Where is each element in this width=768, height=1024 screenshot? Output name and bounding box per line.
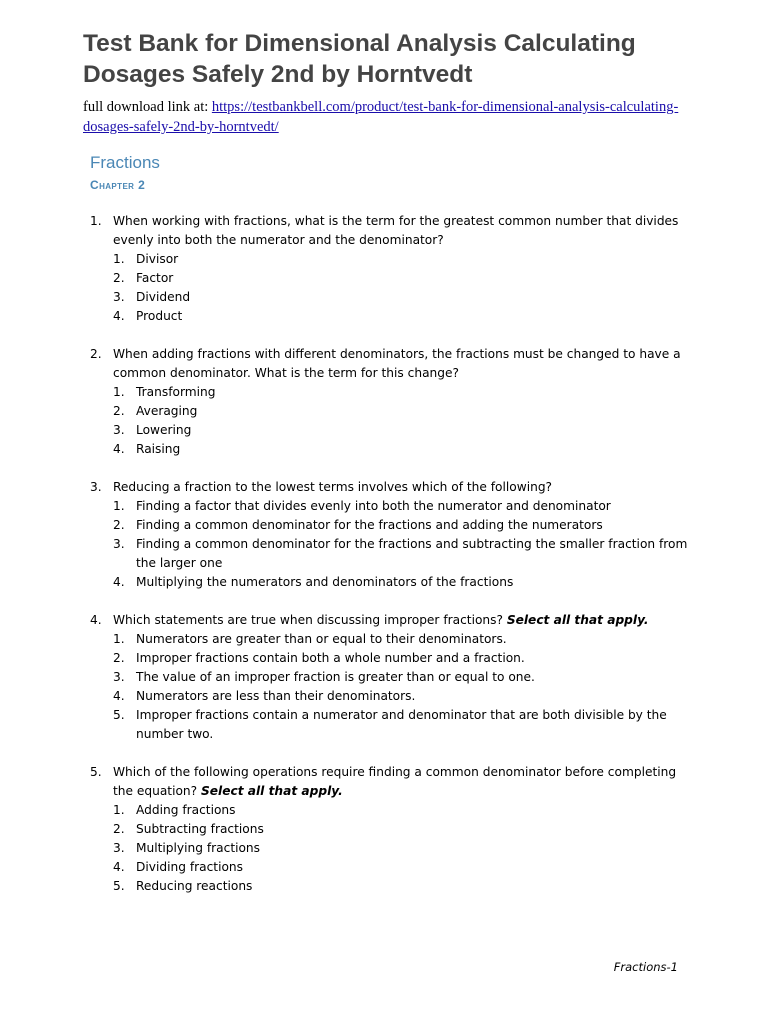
question	[90, 478, 690, 592]
answer-option: 4. Multiplying the numerators and denominators of the fractions	[113, 575, 514, 589]
question	[90, 212, 690, 326]
answer-option: 2. Subtracting fractions	[113, 822, 264, 836]
question-list	[90, 212, 690, 915]
answer-option: 4. Numerators are less than their denominators.	[113, 689, 416, 703]
question-text: Reducing a fraction to the lowest terms involves which of the following?	[113, 480, 553, 494]
chapter-label: Chapter 2	[90, 178, 146, 192]
document-title: Test Bank for Dimensional Analysis Calculating Dosages Safely 2nd by Horntvedt	[83, 30, 636, 88]
answer-option: 1. Adding fractions	[113, 803, 236, 817]
page-footer: Fractions-1	[613, 960, 678, 974]
answer-option: 2. Averaging	[113, 404, 198, 418]
answer-option: 4. Product	[113, 309, 183, 323]
answer-options	[113, 383, 690, 459]
answer-option: 3. Lowering	[113, 423, 192, 437]
answer-options	[113, 630, 690, 744]
question	[90, 763, 690, 896]
answer-option: 1. Finding a factor that divides evenly into both the numerator and denominator	[113, 499, 611, 513]
question-number: 2.	[90, 347, 102, 361]
question-text: When adding fractions with different denominators, the fractions must be changed to have a common denominator. What is the term for this change?	[113, 347, 681, 380]
answer-option: 2. Improper fractions contain both a whole number and a fraction.	[113, 651, 525, 665]
answer-option: 3. Dividend	[113, 290, 191, 304]
answer-option: 1. Numerators are greater than or equal to their denominators.	[113, 632, 507, 646]
question-emphasis: Select all that apply.	[201, 784, 343, 798]
answer-option: 4. Raising	[113, 442, 181, 456]
question-text: When working with fractions, what is the term for the greatest common number that divides evenly into both the numerator and the denominator?	[113, 214, 679, 247]
download-prefix: full download link at:	[83, 99, 212, 115]
answer-option: 1. Transforming	[113, 385, 216, 399]
answer-option: 5. Reducing reactions	[113, 879, 253, 893]
answer-option: 2. Finding a common denominator for the fractions and adding the numerators	[113, 518, 603, 532]
question-number: 1.	[90, 214, 102, 228]
download-line	[83, 97, 723, 137]
question-number: 4.	[90, 613, 102, 627]
answer-options	[113, 801, 690, 896]
answer-option: 5. Improper fractions contain a numerator and denominator that are both divisible by the number two.	[113, 708, 667, 741]
answer-option: 1. Divisor	[113, 252, 179, 266]
question-text: Which statements are true when discussing improper fractions? Select all that apply.	[113, 613, 649, 627]
question-text: Which of the following operations require finding a common denominator before completing the equation? Select all that apply.	[113, 765, 677, 798]
answer-options	[113, 497, 690, 592]
download-link[interactable]: https://testbankbell.com/product/test-bank-for-dimensional-analysis-calculating-dosages-safely-2nd-by-horntvedt/	[83, 99, 679, 135]
question-number: 5.	[90, 765, 102, 779]
answer-option: 2. Factor	[113, 271, 174, 285]
question	[90, 611, 690, 744]
answer-option: 3. Finding a common denominator for the fractions and subtracting the smaller fraction from the larger one	[113, 537, 688, 570]
answer-option: 3. The value of an improper fraction is greater than or equal to one.	[113, 670, 535, 684]
answer-option: 3. Multiplying fractions	[113, 841, 261, 855]
question-number: 3.	[90, 480, 102, 494]
answer-options	[113, 250, 690, 326]
question	[90, 345, 690, 459]
section-title: Fractions	[90, 153, 160, 172]
question-emphasis: Select all that apply.	[506, 613, 649, 627]
answer-option: 4. Dividing fractions	[113, 860, 243, 874]
